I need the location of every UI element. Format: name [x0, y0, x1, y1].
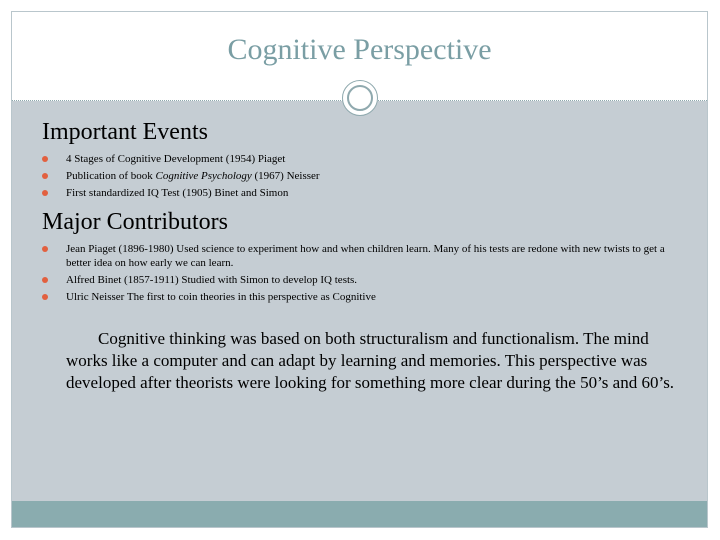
important-events-list: [42, 152, 682, 200]
dot-bullet-icon: [42, 156, 48, 162]
bullet-text: Alfred Binet (1857-1911) Studied with Simon to develop IQ tests.: [66, 274, 358, 286]
bullet-text: Publication of book: [66, 170, 156, 182]
list-item: [42, 273, 682, 287]
bullet-text: Ulric Neisser The first to coin theories in this perspective as Cognitive: [66, 291, 376, 303]
bullet-text-suffix: (1967) Neisser: [251, 170, 320, 182]
list-item: [42, 186, 682, 200]
dot-bullet-icon: [42, 294, 48, 300]
content-body: [42, 118, 682, 394]
section-heading-important-events: Important Events: [42, 119, 208, 145]
dot-bullet-icon: [42, 173, 48, 179]
summary-paragraph: Cognitive thinking was based on both structuralism and functionalism. The mind works like a computer and can adapt by learning and memories. This perspective was developed after theorists were looking for something more clear during the 50’s and 60’s.: [66, 329, 675, 392]
list-item: [42, 169, 682, 183]
content-area: [12, 101, 707, 503]
inner-circle: [347, 85, 373, 111]
footer-bar: [12, 501, 707, 527]
bullet-text: First standardized IQ Test (1905) Binet and Simon: [66, 187, 289, 199]
double-circle-icon: [342, 80, 378, 116]
bullet-text: Jean Piaget (1896-1980) Used science to experiment how and when children learn. Many of his tests are redone with new twists to get a better idea on how early we can learn.: [66, 243, 665, 269]
major-contributors-list: [42, 242, 682, 304]
section-heading-major-contributors: Major Contributors: [42, 209, 228, 235]
book-title: Cognitive Psychology: [155, 170, 252, 182]
list-item: [42, 290, 682, 304]
list-item: [42, 152, 682, 166]
dot-bullet-icon: [42, 277, 48, 283]
slide: [11, 11, 708, 528]
dot-bullet-icon: [42, 190, 48, 196]
dot-bullet-icon: [42, 246, 48, 252]
slide-title: Cognitive Perspective: [227, 33, 492, 66]
list-item: [42, 242, 682, 270]
bullet-text: 4 Stages of Cognitive Development (1954) Piaget: [66, 153, 286, 165]
